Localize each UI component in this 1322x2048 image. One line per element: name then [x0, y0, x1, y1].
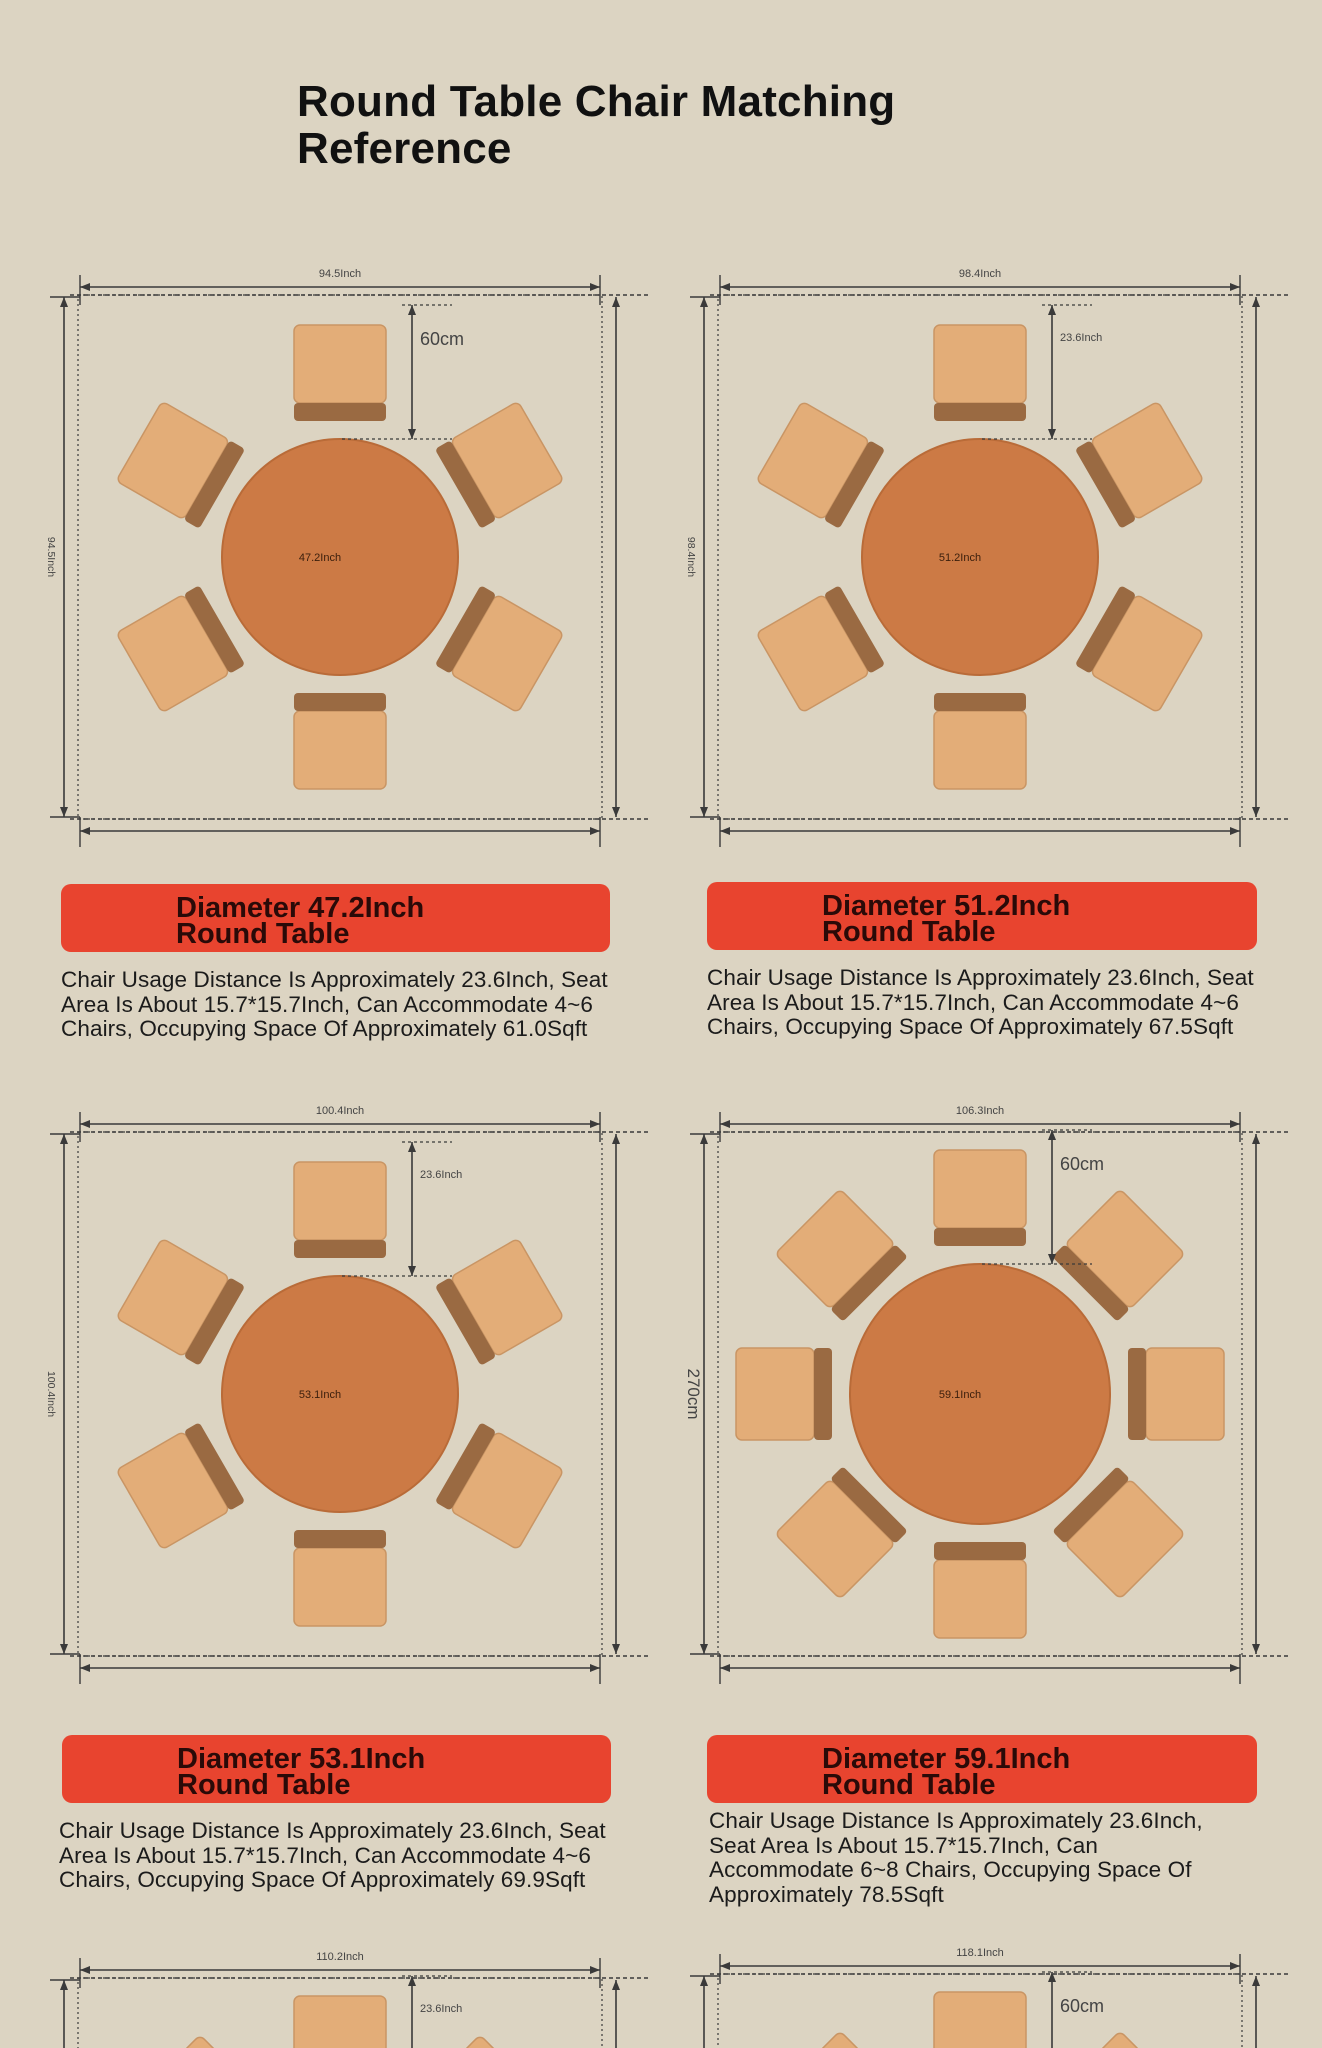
- chair-distance-label: 23.6Inch: [420, 1169, 463, 1181]
- chair-distance-line-arrowhead: [408, 1142, 416, 1152]
- chair: [116, 1422, 245, 1550]
- chair: [1075, 585, 1204, 713]
- chair: [1075, 401, 1204, 529]
- chair-backrest: [1128, 1348, 1146, 1440]
- width-dimension-line-arrowhead: [1230, 283, 1240, 291]
- description-line: Chairs, Occupying Space Of Approximately 67.5Sqft: [707, 1014, 1234, 1039]
- chair: [435, 1422, 564, 1550]
- description-4: [709, 1809, 1203, 1907]
- description-line: Accommodate 6~8 Chairs, Occupying Space Of: [709, 1857, 1192, 1882]
- chair-seat: [934, 1150, 1026, 1228]
- description-line: Area Is About 15.7*15.7Inch, Can Accommodate 4~6: [61, 991, 594, 1017]
- banner-diameter: Diameter 59.1Inch: [822, 1743, 1071, 1775]
- right-dimension-line-arrowhead: [612, 1980, 620, 1990]
- width-label: 110.2Inch: [316, 1951, 364, 1963]
- chair-seat: [294, 325, 386, 403]
- height-dimension-line-arrowhead: [700, 297, 708, 307]
- bottom-dimension-line-arrowhead: [1230, 827, 1240, 835]
- description-3: [59, 1819, 606, 1893]
- layout-diagram-2: [680, 265, 1280, 855]
- chair-seat: [934, 1560, 1026, 1638]
- height-dimension-line-arrowhead: [60, 807, 68, 817]
- bottom-dimension-line-arrowhead: [590, 827, 600, 835]
- banner-subtitle: Round Table: [176, 918, 350, 950]
- height-dimension-line-arrowhead: [60, 297, 68, 307]
- description-2: [707, 966, 1254, 1040]
- table-diameter-label: 53.1Inch: [298, 1389, 342, 1401]
- height-dimension-line-arrowhead: [60, 1644, 68, 1654]
- chair-backrest: [934, 403, 1026, 421]
- chair-seat: [934, 711, 1026, 789]
- right-dimension-line-arrowhead: [1252, 297, 1260, 307]
- chair: [934, 1542, 1026, 1638]
- height-dimension-line-arrowhead: [700, 1976, 708, 1986]
- chair-backrest: [934, 1228, 1026, 1246]
- height-label: 98.4Inch: [685, 536, 697, 578]
- right-dimension-line-arrowhead: [1252, 1134, 1260, 1144]
- bottom-dimension-line-arrowhead: [590, 1664, 600, 1672]
- width-label: 100.4Inch: [315, 1105, 365, 1117]
- layout-diagram-3: [40, 1102, 640, 1692]
- right-dimension-line-arrowhead: [612, 1134, 620, 1144]
- banner-diameter: Diameter 47.2Inch: [176, 892, 425, 924]
- chair-backrest: [294, 693, 386, 711]
- layout-diagram-4: [680, 1102, 1280, 1692]
- chair-seat: [1065, 1189, 1185, 1309]
- title-line-2: Reference: [297, 124, 512, 173]
- width-dimension-line-arrowhead: [1230, 1120, 1240, 1128]
- chair: [775, 2031, 908, 2048]
- chair: [756, 585, 885, 713]
- chair-backrest: [934, 1542, 1026, 1560]
- title-line-1: Round Table Chair Matching: [297, 77, 896, 126]
- chair-seat: [294, 1548, 386, 1626]
- description-line: Area Is About 15.7*15.7Inch, Can Accommodate 4~6: [707, 989, 1240, 1015]
- diameter-banner-3: [62, 1735, 611, 1803]
- right-dimension-line-arrowhead: [1252, 1976, 1260, 1986]
- description-line: Chairs, Occupying Space Of Approximately 69.9Sqft: [59, 1867, 586, 1892]
- chair-backrest: [814, 1348, 832, 1440]
- chair-seat: [736, 1348, 814, 1440]
- height-label: 100.4Inch: [45, 1370, 57, 1418]
- description-line: Chair Usage Distance Is Approximately 23.6Inch, Seat: [707, 965, 1254, 990]
- description-line: Chair Usage Distance Is Approximately 23.6Inch, Seat: [59, 1818, 606, 1843]
- chair: [934, 693, 1026, 789]
- bottom-dimension-line-arrowhead: [720, 1664, 730, 1672]
- table-diameter-label: 51.2Inch: [938, 552, 982, 564]
- right-dimension-line-arrowhead: [612, 297, 620, 307]
- chair-distance-line-arrowhead: [1048, 305, 1056, 315]
- layout-diagram-1: [40, 265, 640, 855]
- chair: [435, 1238, 564, 1366]
- chair-backrest: [934, 693, 1026, 711]
- layout-diagram-5: [40, 1948, 640, 2048]
- chair: [736, 1348, 832, 1440]
- diameter-banner-1: [61, 884, 610, 952]
- right-dimension-line-arrowhead: [612, 1644, 620, 1654]
- height-label: 94.5Inch: [45, 536, 57, 578]
- chair-distance-line-arrowhead: [1048, 429, 1056, 439]
- chair: [294, 1530, 386, 1626]
- banner-diameter: Diameter 53.1Inch: [177, 1743, 426, 1775]
- height-dimension-line-arrowhead: [700, 807, 708, 817]
- chair: [934, 1992, 1026, 2048]
- chair: [412, 2035, 545, 2048]
- chair: [435, 401, 564, 529]
- chair-seat: [775, 1189, 895, 1309]
- chair: [934, 1150, 1026, 1246]
- width-dimension-line-arrowhead: [590, 1966, 600, 1974]
- description-line: Seat Area Is About 15.7*15.7Inch, Can: [709, 1832, 1098, 1858]
- width-label: 94.5Inch: [318, 268, 362, 280]
- width-label: 98.4Inch: [958, 268, 1002, 280]
- chair: [1128, 1348, 1224, 1440]
- chair-seat: [775, 1479, 895, 1599]
- chair-seat: [425, 2035, 545, 2048]
- bottom-dimension-line-arrowhead: [80, 827, 90, 835]
- chair: [116, 1238, 245, 1366]
- chair-seat: [1065, 1479, 1185, 1599]
- chair: [135, 2035, 268, 2048]
- chair-backrest: [294, 403, 386, 421]
- width-dimension-line-arrowhead: [590, 283, 600, 291]
- chair-seat: [1146, 1348, 1224, 1440]
- chair: [756, 401, 885, 529]
- width-dimension-line-arrowhead: [80, 1120, 90, 1128]
- description-1: [61, 968, 608, 1042]
- banner-subtitle: Round Table: [822, 1769, 996, 1801]
- banner-diameter: Diameter 51.2Inch: [822, 890, 1071, 922]
- description-line: Chair Usage Distance Is Approximately 23.6Inch,: [709, 1808, 1203, 1833]
- bottom-dimension-line-arrowhead: [1230, 1664, 1240, 1672]
- width-label: 106.3Inch: [955, 1105, 1005, 1117]
- right-dimension-line-arrowhead: [612, 807, 620, 817]
- chair-distance-label: 60cm: [1060, 1996, 1105, 2016]
- chair-backrest: [294, 1530, 386, 1548]
- chair: [435, 585, 564, 713]
- chair: [294, 1996, 386, 2048]
- chair-distance-label: 60cm: [1060, 1154, 1105, 1174]
- chair-seat: [135, 2035, 255, 2048]
- diameter-banner-2: [707, 882, 1257, 950]
- width-dimension-line-arrowhead: [720, 1962, 730, 1970]
- width-dimension-line-arrowhead: [720, 1120, 730, 1128]
- chair: [294, 1162, 386, 1258]
- chair-distance-label: 23.6Inch: [420, 2003, 463, 2015]
- chair-seat: [294, 711, 386, 789]
- chair: [294, 325, 386, 421]
- width-dimension-line-arrowhead: [80, 283, 90, 291]
- chair-distance-line-arrowhead: [408, 1266, 416, 1276]
- description-line: Chair Usage Distance Is Approximately 23.6Inch, Seat: [61, 967, 608, 992]
- height-dimension-line-arrowhead: [700, 1134, 708, 1144]
- chair-backrest: [294, 1240, 386, 1258]
- chair-distance-line-arrowhead: [408, 305, 416, 315]
- banner-subtitle: Round Table: [822, 916, 996, 948]
- width-label: 118.1Inch: [956, 1947, 1004, 1959]
- description-line: Approximately 78.5Sqft: [709, 1881, 944, 1907]
- table-diameter-label: 47.2Inch: [298, 552, 342, 564]
- chair: [294, 693, 386, 789]
- description-line: Chairs, Occupying Space Of Approximately 61.0Sqft: [61, 1016, 588, 1041]
- height-dimension-line-arrowhead: [60, 1134, 68, 1144]
- chair-distance-line-arrowhead: [408, 429, 416, 439]
- table-diameter-label: 59.1Inch: [938, 1389, 982, 1401]
- chair: [116, 585, 245, 713]
- bottom-dimension-line-arrowhead: [720, 827, 730, 835]
- width-dimension-line-arrowhead: [1230, 1962, 1240, 1970]
- chair: [1052, 2031, 1185, 2048]
- right-dimension-line-arrowhead: [1252, 807, 1260, 817]
- chair-seat: [934, 1992, 1026, 2048]
- chair-seat: [294, 1996, 386, 2048]
- chair-seat: [294, 1162, 386, 1240]
- width-dimension-line-arrowhead: [590, 1120, 600, 1128]
- bottom-dimension-line-arrowhead: [80, 1664, 90, 1672]
- height-dimension-line-arrowhead: [60, 1980, 68, 1990]
- width-dimension-line-arrowhead: [720, 283, 730, 291]
- chair: [934, 325, 1026, 421]
- banner-subtitle: Round Table: [177, 1769, 351, 1801]
- page-title: [297, 78, 895, 172]
- chair-seat: [934, 325, 1026, 403]
- description-line: Area Is About 15.7*15.7Inch, Can Accommodate 4~6: [59, 1842, 592, 1868]
- chair-distance-label: 60cm: [420, 329, 465, 349]
- width-dimension-line-arrowhead: [80, 1966, 90, 1974]
- chair: [116, 401, 245, 529]
- layout-diagram-6: [680, 1944, 1280, 2048]
- diameter-banner-4: [707, 1735, 1257, 1803]
- right-dimension-line-arrowhead: [1252, 1644, 1260, 1654]
- chair-distance-label: 23.6Inch: [1060, 332, 1103, 344]
- chair-seat: [775, 2031, 895, 2048]
- chair-seat: [1065, 2031, 1185, 2048]
- height-label: 270cm: [684, 1368, 703, 1420]
- height-dimension-line-arrowhead: [700, 1644, 708, 1654]
